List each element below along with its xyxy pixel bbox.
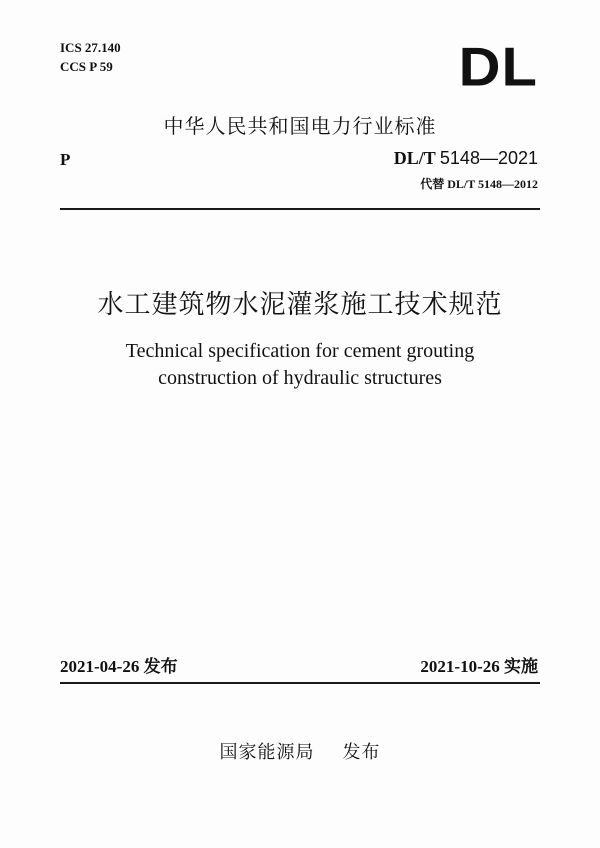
english-title-line-2: construction of hydraulic structures: [158, 367, 442, 389]
implementation-label: 实施: [504, 657, 538, 677]
bottom-divider: [60, 682, 540, 684]
category-letter: P: [60, 150, 71, 169]
implementation-date-value: 2021-10-26: [420, 657, 500, 676]
publisher-line: [0, 738, 600, 764]
issue-label: 发布: [143, 657, 178, 677]
standard-code: [394, 148, 538, 169]
top-divider: [60, 208, 540, 210]
ccs-code: CCS P 59: [60, 59, 113, 74]
code-number: 5148—2021: [439, 148, 538, 168]
document-title-english: [0, 338, 600, 392]
issue-date: [60, 652, 178, 677]
publisher-name: 国家能源局: [219, 742, 315, 763]
replaces-note: 代替 DL/T 5148—2012: [420, 177, 538, 191]
issue-date-value: 2021-04-26: [60, 657, 140, 676]
document-title-chinese: 水工建筑物水泥灌浆施工技术规范: [97, 290, 503, 320]
publish-label: 发布: [342, 742, 381, 763]
implementation-date: [420, 652, 538, 677]
ics-code: ICS 27.140: [60, 40, 121, 55]
issuing-standard-body: 中华人民共和国电力行业标准: [163, 114, 437, 138]
english-title-line-1: Technical specification for cement grouting: [125, 340, 475, 362]
dl-logo: DL: [458, 36, 538, 98]
classification-codes: [60, 38, 121, 76]
code-prefix: DL/T: [393, 148, 436, 168]
